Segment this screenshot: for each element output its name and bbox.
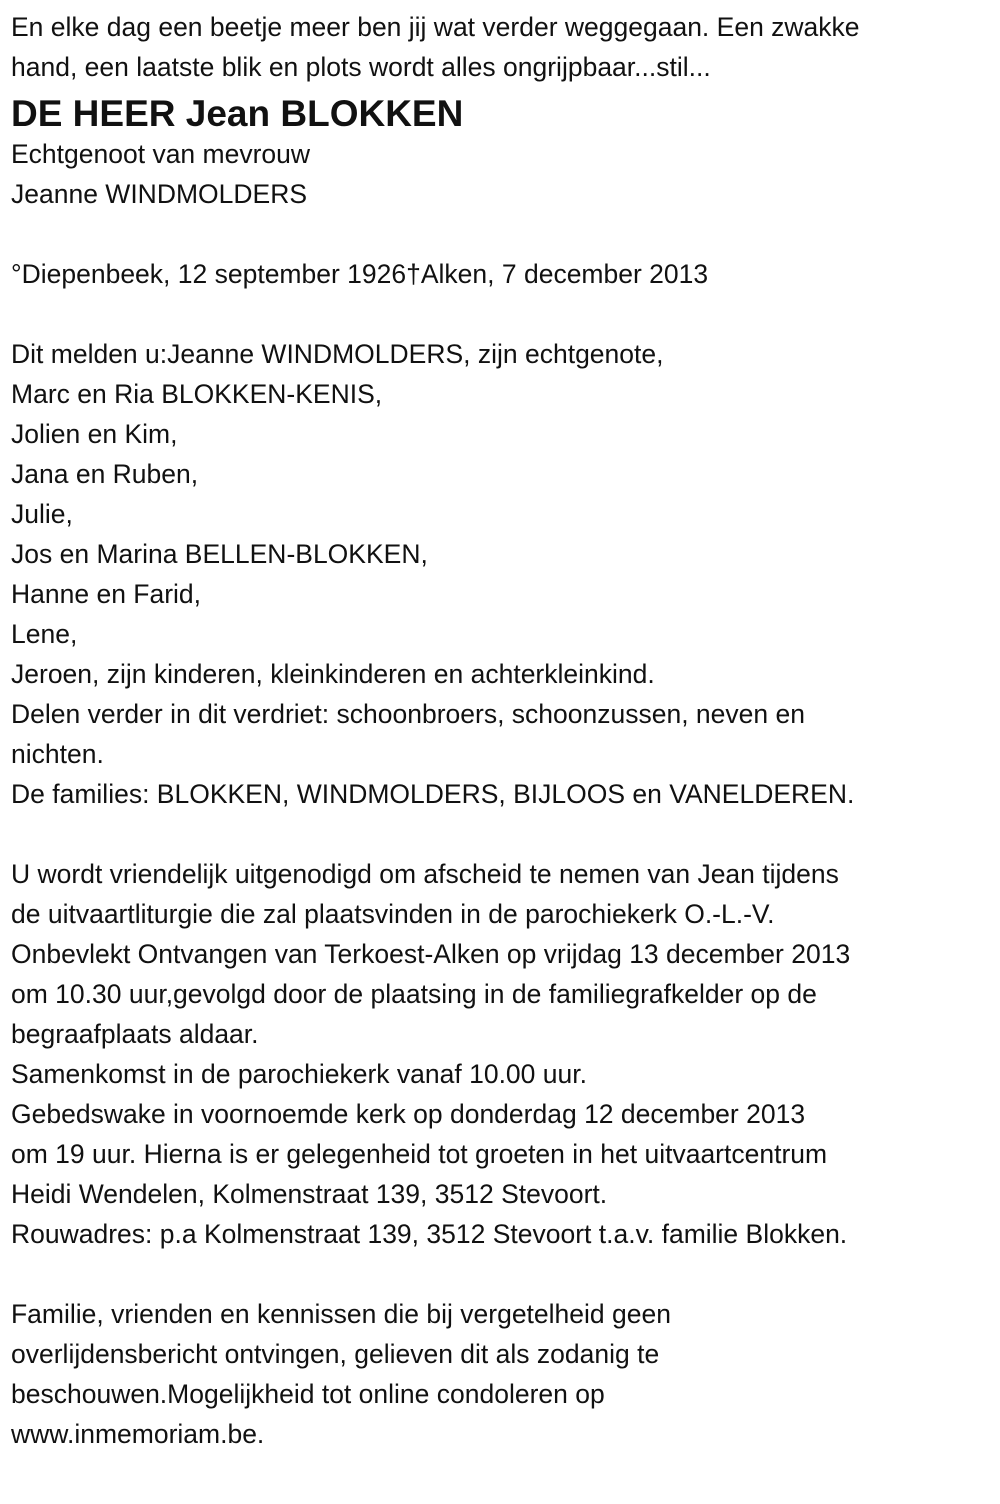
intro-line: hand, een laatste blik en plots wordt alles ongrijpbaar...stil... xyxy=(11,52,711,82)
body-line: Delen verder in dit verdriet: schoonbroers, schoonzussen, neven en xyxy=(11,699,805,729)
deceased-name-heading: DE HEER Jean BLOKKEN xyxy=(11,93,464,134)
body-line: Jos en Marina BELLEN-BLOKKEN, xyxy=(11,539,428,569)
intro-verse xyxy=(11,7,1000,87)
body-line: Julie, xyxy=(11,499,73,529)
blank-line xyxy=(11,1254,1000,1294)
blank-line xyxy=(11,214,1000,254)
body-line: Jeanne WINDMOLDERS xyxy=(11,179,308,209)
body-line: Echtgenoot van mevrouw xyxy=(11,139,311,169)
body-line: begraafplaats aldaar. xyxy=(11,1019,259,1049)
intro-line: En elke dag een beetje meer ben jij wat verder weggegaan. Een zwakke xyxy=(11,12,860,42)
body-line: Samenkomst in de parochiekerk vanaf 10.00 uur. xyxy=(11,1059,587,1089)
body-line: Rouwadres: p.a Kolmenstraat 139, 3512 Stevoort t.a.v. familie Blokken. xyxy=(11,1219,848,1249)
body-line: de uitvaartliturgie die zal plaatsvinden in de parochiekerk O.-L.-V. xyxy=(11,899,775,929)
notice-body xyxy=(11,134,1000,1454)
body-line: om 19 uur. Hierna is er gelegenheid tot groeten in het uitvaartcentrum xyxy=(11,1139,828,1169)
body-line: Jana en Ruben, xyxy=(11,459,199,489)
body-line: °Diepenbeek, 12 september 1926†Alken, 7 december 2013 xyxy=(11,259,709,289)
body-line: U wordt vriendelijk uitgenodigd om afscheid te nemen van Jean tijdens xyxy=(11,859,839,889)
body-line: Dit melden u:Jeanne WINDMOLDERS, zijn echtgenote, xyxy=(11,339,664,369)
body-line: overlijdensbericht ontvingen, gelieven dit als zodanig te xyxy=(11,1339,660,1369)
body-line: Marc en Ria BLOKKEN-KENIS, xyxy=(11,379,383,409)
body-line: Gebedswake in voornoemde kerk op donderdag 12 december 2013 xyxy=(11,1099,806,1129)
body-line: Familie, vrienden en kennissen die bij vergetelheid geen xyxy=(11,1299,671,1329)
body-line: Lene, xyxy=(11,619,78,649)
body-line: om 10.30 uur,gevolgd door de plaatsing in de familiegrafkelder op de xyxy=(11,979,817,1009)
blank-line xyxy=(11,814,1000,854)
body-line: Onbevlekt Ontvangen van Terkoest-Alken op vrijdag 13 december 2013 xyxy=(11,939,851,969)
body-line: nichten. xyxy=(11,739,104,769)
body-line: Heidi Wendelen, Kolmenstraat 139, 3512 Stevoort. xyxy=(11,1179,608,1209)
body-line: Hanne en Farid, xyxy=(11,579,202,609)
body-line: De families: BLOKKEN, WINDMOLDERS, BIJLOOS en VANELDEREN. xyxy=(11,779,855,809)
body-line: beschouwen.Mogelijkheid tot online condoleren op xyxy=(11,1379,605,1409)
body-line: Jolien en Kim, xyxy=(11,419,178,449)
body-line: www.inmemoriam.be. xyxy=(11,1419,265,1449)
body-line: Jeroen, zijn kinderen, kleinkinderen en achterkleinkind. xyxy=(11,659,655,689)
blank-line xyxy=(11,294,1000,334)
